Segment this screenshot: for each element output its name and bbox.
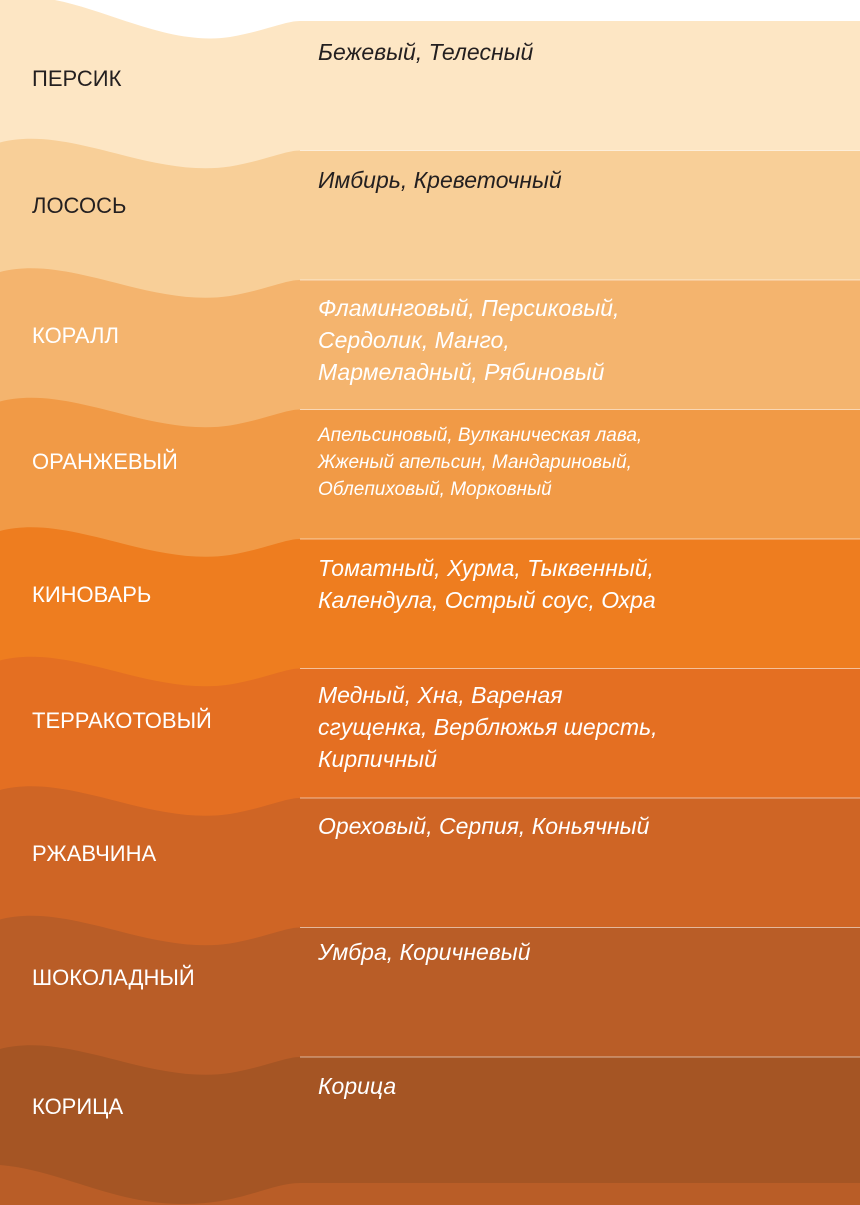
band-shades-shokoladnyy: Умбра, Коричневый bbox=[318, 939, 531, 965]
band-name-shokoladnyy: ШОКОЛАДНЫЙ bbox=[32, 965, 195, 990]
band-shades-kinovar: Томатный, Хурма, Тыквенный, Календула, Острый соус, Охра bbox=[318, 555, 656, 613]
band-shades-persik: Бежевый, Телесный bbox=[318, 39, 534, 65]
band-shades-oranzhevyy: Апельсиновый, Вулканическая лава, Жженый апельсин, Мандариновый, Облепиховый, Морковный bbox=[318, 425, 643, 500]
band-name-koritsa: КОРИЦА bbox=[32, 1094, 124, 1119]
band-shades-koritsa: Корица bbox=[318, 1073, 397, 1099]
band-shades-losos: Имбирь, Креветочный bbox=[318, 167, 562, 193]
band-name-korall: КОРАЛЛ bbox=[32, 323, 119, 348]
band-name-rzhavchina: РЖАВЧИНА bbox=[32, 841, 157, 866]
band-name-kinovar: КИНОВАРЬ bbox=[32, 582, 152, 607]
band-name-losos: ЛОСОСЬ bbox=[32, 193, 127, 218]
band-shades-rzhavchina: Ореховый, Серпия, Коньячный bbox=[318, 813, 650, 839]
band-name-terrakotovyy: ТЕРРАКОТОВЫЙ bbox=[32, 708, 212, 733]
band-name-oranzhevyy: ОРАНЖЕВЫЙ bbox=[32, 449, 178, 474]
band-shades-terrakotovyy: Медный, Хна, Вареная сгущенка, Верблюжья шерсть, Кирпичный bbox=[318, 682, 658, 772]
band-name-persik: ПЕРСИК bbox=[32, 66, 122, 91]
band-shades-korall: Фламинговый, Персиковый, Сердолик, Манго, Мармеладный, Рябиновый bbox=[318, 295, 620, 385]
